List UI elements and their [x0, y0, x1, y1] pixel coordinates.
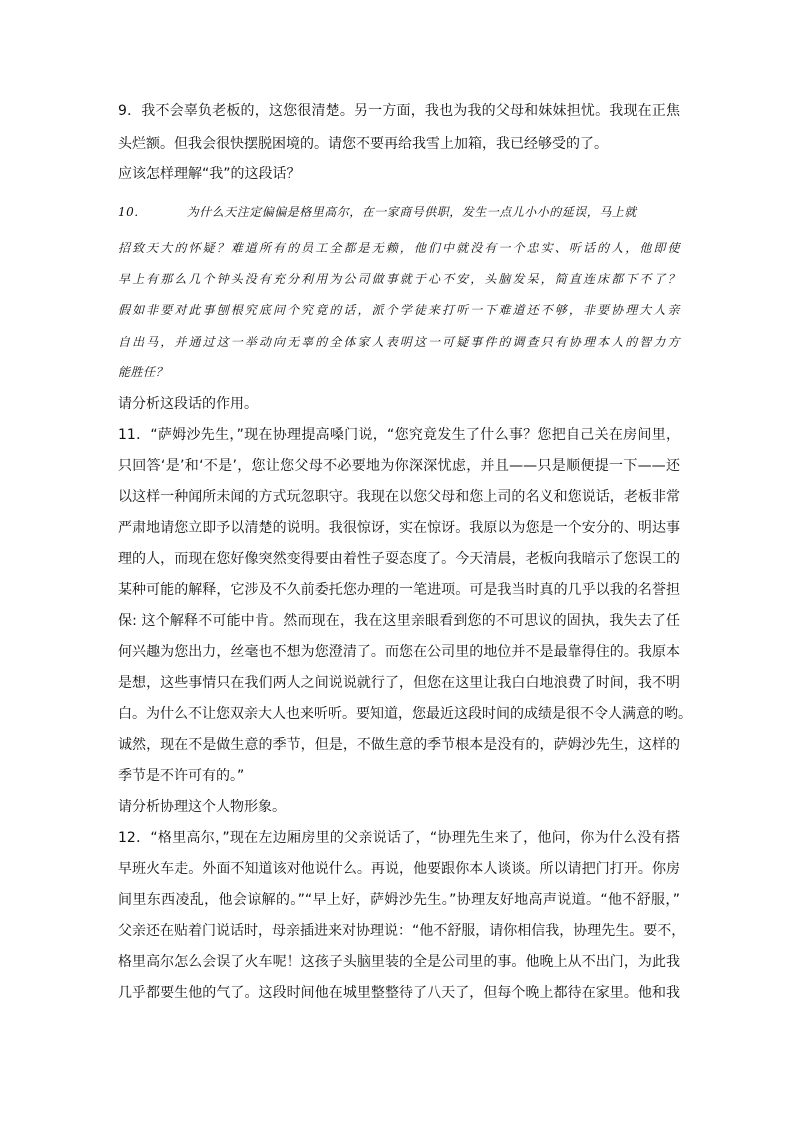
q11-line-11: 诚然，现在不是做生意的季节，但是，不做生意的季节根本是没有的，萨姆沙先生，这样的	[118, 737, 680, 753]
q10-line-1-text: 为什么天注定偏偏是格里高尔，在一家商号供职，发生一点儿小小的延误，马上就	[186, 205, 637, 219]
q11-line-3: 以这样一种闻所未闻的方式玩忽职守。我现在以您父母和您上司的名义和您说话，老板非常	[118, 489, 680, 505]
q9-line-1: 9．我不会辜负老板的，这您很清楚。另一方面，我也为我的父母和妹妹担忧。我现在正焦	[118, 103, 680, 119]
q11-line-9: 是想，这些事情只在我们两人之间说说就行了，但您在这里让我白白地浪费了时间，我不明	[118, 675, 680, 691]
q11-line-1: 11．“萨姆沙先生，”现在协理提高嗓门说，“您究竟发生了什么事？您把自己关在房间里，	[118, 427, 680, 443]
q10-line-2: 招致天大的怀疑？难道所有的员工全都是无赖，他们中就没有一个忠实、听话的人，他即使	[118, 241, 680, 255]
q10-line-5: 自出马，并通过这一举动向无辜的全体家人表明这一可疑事件的调查只有协理本人的智力方	[118, 335, 680, 349]
q9-line-2: 头烂额。但我会很快摆脱困境的。请您不要再给我雪上加箱，我已经够受的了。	[118, 136, 608, 152]
q11-line-4: 严肃地请您立即予以清楚的说明。我很惊讶，实在惊讶。我原以为您是一个安分的、明达事	[118, 520, 680, 536]
q10-number: 10．	[118, 205, 147, 219]
q11-line-12: 季节是不许可有的。”	[118, 768, 245, 784]
q10-line-6: 能胜任？	[118, 365, 169, 379]
q11-prompt: 请分析协理这个人物形象。	[118, 799, 286, 815]
q12-line-2: 早班火车走。外面不知道该对他说什么。再说，他要跟你本人谈谈。所以请把门打开。你房	[118, 861, 680, 877]
q10-line-3: 早上有那么几个钟头没有充分利用为公司做事就于心不安，头脑发呆，简直连床都下不了？	[118, 272, 680, 286]
q12-line-4: 父亲还在贴着门说话时，母亲插进来对协理说：“他不舒服，请你相信我，协理先生。要不，	[118, 923, 686, 939]
q10-line-4: 假如非要对此事刨根究底问个究竟的话，派个学徒来打听一下难道还不够，非要协理大人亲	[118, 303, 680, 317]
q11-line-7: 保: 这个解释不可能中肯。然而现在，我在这里亲眼看到您的不可思议的固执，我失去了任	[118, 613, 680, 629]
q11-line-2: 只回答‘是’和‘不是’，您让您父母不必要地为你深深忧虑，并且——只是顺便提一下——还	[118, 458, 680, 474]
q11-line-5: 理的人，而现在您好像突然变得要由着性子耍态度了。今天清晨，老板向我暗示了您误工的	[118, 551, 680, 567]
q11-line-6: 某种可能的解释，它涉及不久前委托您办理的一笔进项。可是我当时真的几乎以我的名誉担	[118, 582, 680, 598]
q11-line-10: 白。为什么不让您双亲大人也来听听。要知道，您最近这段时间的成绩是很不令人满意的哟。	[118, 706, 692, 722]
q9-prompt: 应该怎样理解“我”的这段话？	[118, 166, 301, 182]
q10-prompt: 请分析这段话的作用。	[118, 396, 258, 412]
q12-line-5: 格里高尔怎么会误了火车呢！这孩子头脑里装的全是公司里的事。他晚上从不出门，为此我	[118, 954, 680, 970]
q10-line-1	[118, 202, 637, 222]
q12-line-1: 12．“格里高尔，”现在左边厢房里的父亲说话了，“协理先生来了，他问，你为什么没有搭	[118, 830, 680, 846]
q12-line-3: 间里东西凌乱，他会谅解的。”“早上好，萨姆沙先生。”协理友好地高声说道。“他不舒服，”	[118, 892, 680, 908]
q12-line-6: 几乎都要生他的气了。这段时间他在城里整整待了八天了，但每个晚上都待在家里。他和我	[118, 985, 680, 1001]
q11-line-8: 何兴趣为您出力，丝毫也不想为您澄清了。而您在公司里的地位并不是最靠得住的。我原本	[118, 644, 680, 660]
